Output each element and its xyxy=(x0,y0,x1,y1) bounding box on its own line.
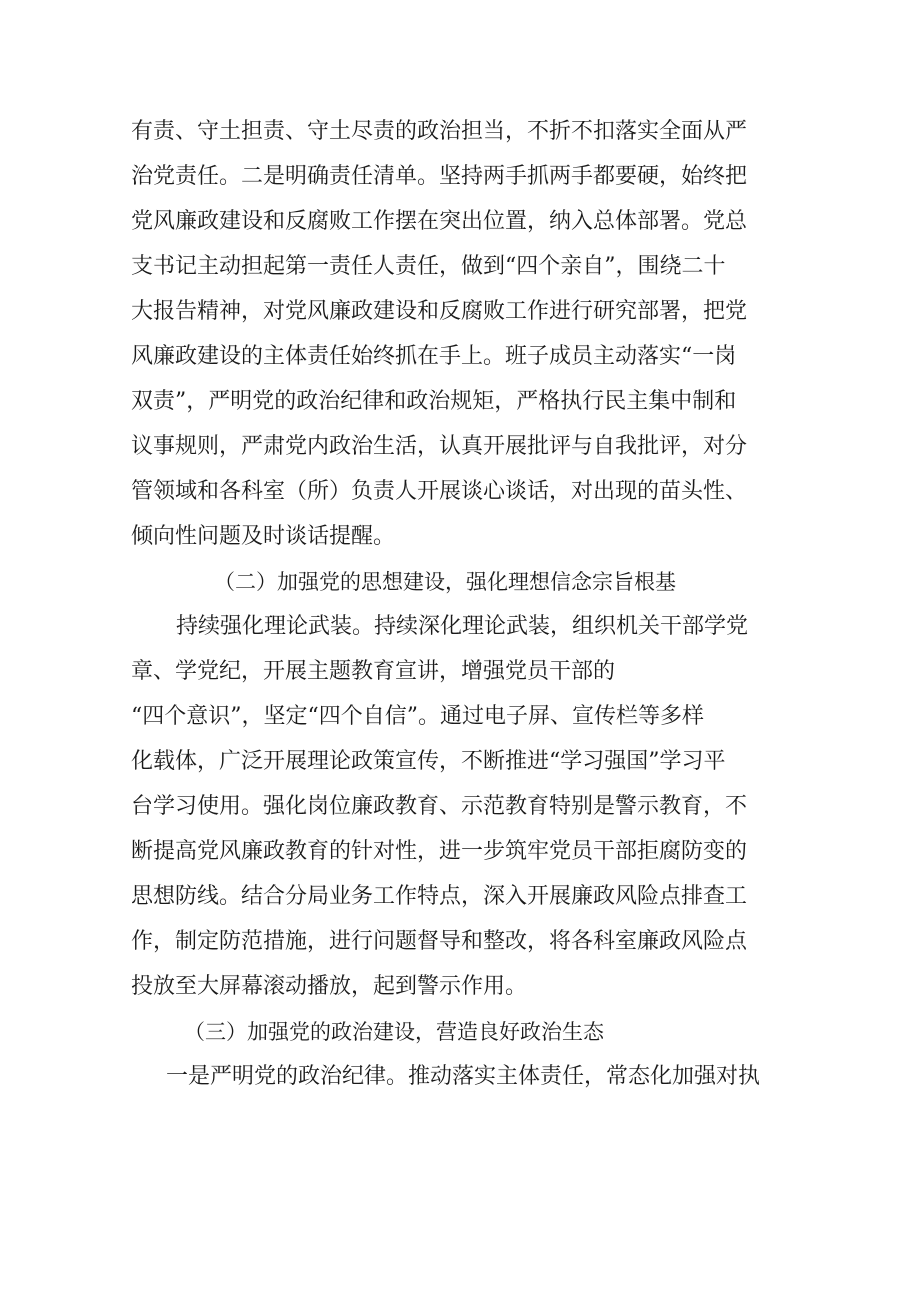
paragraph-1-line-5: 大报告精神，对党风廉政建设和反腐败工作进行研究部署，把党 xyxy=(131,299,748,324)
section-heading-2: （二）加强党的思想建设，强化理想信念宗旨根基 xyxy=(214,570,676,594)
paragraph-1-line-2: 治党责任。二是明确责任清单。坚持两手抓两手都要硬，始终把 xyxy=(131,164,748,189)
paragraph-1-line-1: 有责、守土担责、守土尽责的政治担当，不折不扣落实全面从严 xyxy=(131,119,748,144)
paragraph-2-line-1: 持续强化理论武装。持续深化理论武装，组织机关干部学党 xyxy=(176,614,749,639)
paragraph-3-line-1: 一是严明党的政治纪律。推动落实主体责任，常态化加强对执 xyxy=(166,1064,761,1089)
section-heading-3: （三）加强党的政治建设，营造良好政治生态 xyxy=(184,1020,604,1044)
paragraph-2-line-9: 投放至大屏幕滚动播放，起到警示作用。 xyxy=(131,974,528,999)
paragraph-1-line-8: 议事规则，严肃党内政治生活，认真开展批评与自我批评，对分 xyxy=(131,434,748,459)
paragraph-2-line-8: 作，制定防范措施，进行问题督导和整改，将各科室廉政风险点 xyxy=(131,929,748,954)
paragraph-1-line-4: 支书记主动担起第一责任人责任，做到“四个亲自”，围绕二十 xyxy=(131,254,726,279)
paragraph-1-line-7: 双责”，严明党的政治纪律和政治规矩，严格执行民主集中制和 xyxy=(131,389,737,414)
paragraph-2-line-5: 台学习使用。强化岗位廉政教育、示范教育特别是警示教育，不 xyxy=(131,794,748,819)
paragraph-2-line-7: 思想防线。结合分局业务工作特点，深入开展廉政风险点排查工 xyxy=(131,884,748,909)
paragraph-2-line-6: 断提高党风廉政教育的针对性，进一步筑牢党员干部拒腐防变的 xyxy=(131,839,748,864)
paragraph-2-line-2: 章、学党纪，开展主题教育宣讲，增强党员干部的 xyxy=(131,659,616,684)
paragraph-2-line-4: 化载体，广泛开展理论政策宣传，不断推进“学习强国”学习平 xyxy=(131,749,726,774)
paragraph-1-line-3: 党风廉政建设和反腐败工作摆在突出位置，纳入总体部署。党总 xyxy=(131,209,748,234)
paragraph-1-line-10: 倾向性问题及时谈话提醒。 xyxy=(131,524,396,549)
paragraph-1-line-6: 风廉政建设的主体责任始终抓在手上。班子成员主动落实“一岗 xyxy=(131,344,737,369)
paragraph-2-line-3: “四个意识”，坚定“四个自信”。通过电子屏、宣传栏等多样 xyxy=(131,704,704,729)
paragraph-1-line-9: 管领域和各科室（所）负责人开展谈心谈话，对出现的苗头性、 xyxy=(131,479,748,504)
